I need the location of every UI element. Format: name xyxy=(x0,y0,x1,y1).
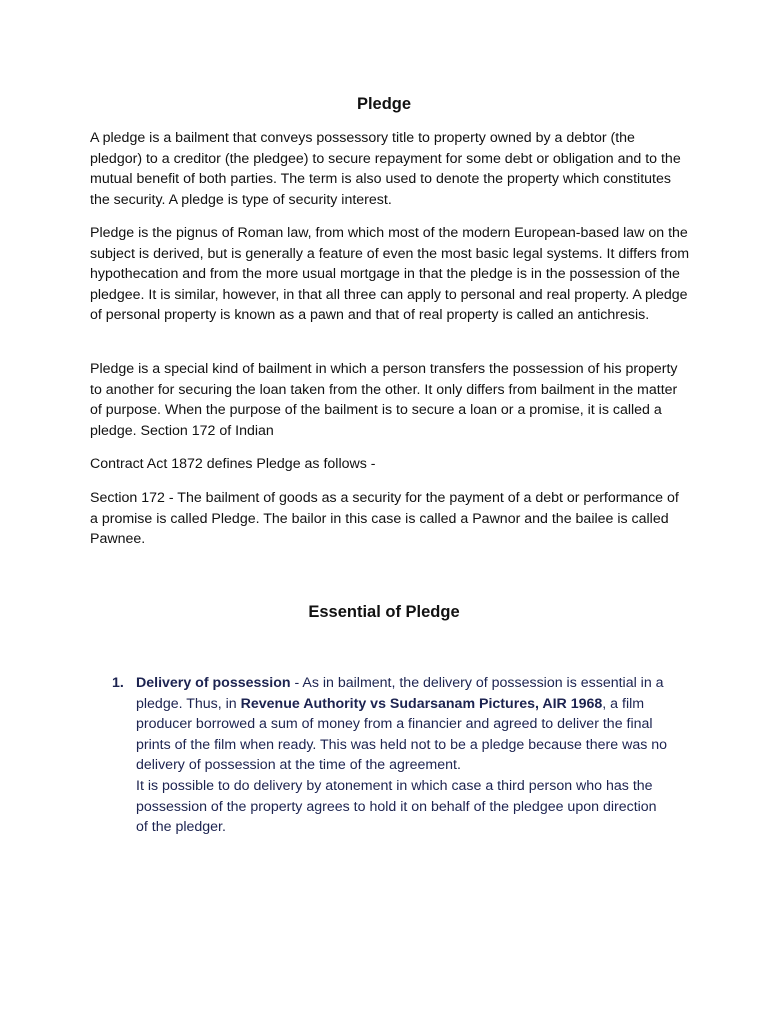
page-title: Pledge xyxy=(356,95,412,113)
paragraph-section-172: Section 172 - The bailment of goods as a security for the payment of a debt or performance of a promise is called Pledge. The bailor in this case is called a Pawnor and the bailee is called Pawnee. xyxy=(90,490,679,548)
list-item-number: 1. xyxy=(112,675,124,691)
essentials-list xyxy=(112,673,672,838)
list-item xyxy=(112,673,672,838)
paragraph-contract-act: Contract Act 1872 defines Pledge as follows - xyxy=(90,456,376,472)
paragraph-special-bailment: Pledge is a special kind of bailment in which a person transfers the possession of his property to another for securing the loan taken from the other. It only differs from bailment in the matter of purpose. When the purpose of the bailment is to secure a loan or a promise, it is called a pledge. Section 172 of Indian xyxy=(90,361,678,439)
list-item-text: - As in bailment, the delivery of possession is essential in a pledge. Thus, in xyxy=(136,675,664,712)
list-item-term: Delivery of possession xyxy=(136,675,291,691)
case-citation: Revenue Authority vs Sudarsanam Pictures, AIR 1968 xyxy=(240,695,603,712)
list-item-text-continued: , a film producer borrowed a sum of money from a financier and agreed to deliver the final prints of the film when ready. This was held not to be a pledge because there was no delivery of possession at the time of the agreement. xyxy=(136,695,668,774)
section-heading-essentials: Essential of Pledge xyxy=(308,603,460,621)
paragraph-roman-law: Pledge is the pignus of Roman law, from which most of the modern European-based law on the subject is derived, but is generally a feature of even the most basic legal systems. It differs from hypothecation and from the more usual mortgage in that the pledge is in the possession of the pledgee. It is similar, however, in that all three can apply to personal and real property. A pledge of personal property is known as a pawn and that of real property is called an antichresis. xyxy=(90,225,690,324)
list-item-atonement-text: It is possible to do delivery by atonement in which case a third person who has the possession of the property agrees to hold it on behalf of the pledgee upon direction of the pledger. xyxy=(136,777,657,836)
paragraph-definition: A pledge is a bailment that conveys possessory title to property owned by a debtor (the pledgor) to a creditor (the pledgee) to secure repayment for some debt or obligation and to the mutual benefit of both parties. The term is also used to denote the property which constitutes the security. A pledge is type of security interest. xyxy=(90,130,681,208)
